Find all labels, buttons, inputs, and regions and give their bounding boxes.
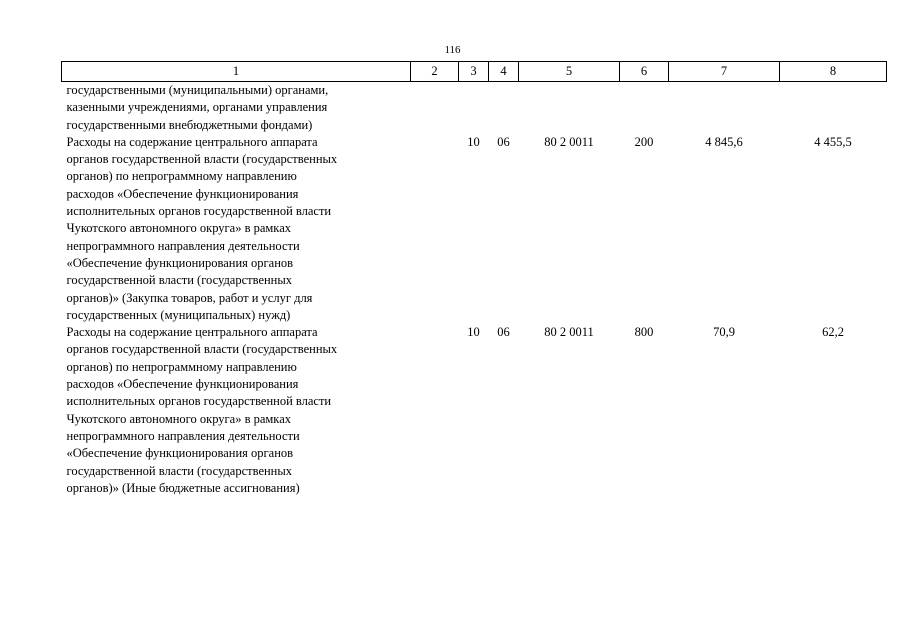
description-line: Чукотского автономного округа» в рамках (66, 411, 291, 426)
cell-expense-type: 200 (634, 134, 654, 149)
row-description (62, 134, 411, 324)
cell-target-article: 80 2 0011 (544, 325, 594, 340)
description-line: Расходы на содержание центрального аппарата (66, 325, 318, 340)
continuation-description (62, 82, 411, 134)
description-line: органов)» (Иные бюджетные ассигнования) (66, 480, 300, 495)
cell-amount-col8: 4 455,5 (814, 134, 852, 149)
cell-col2 (411, 324, 459, 497)
description-line: непрограммного направления деятельности (66, 238, 300, 253)
column-header-7: 7 (669, 62, 780, 82)
cell-expense-type: 800 (634, 325, 654, 340)
table-row (62, 134, 887, 324)
column-header-4: 4 (489, 62, 519, 82)
description-line: государственной власти (государственных (66, 463, 293, 478)
column-header-5: 5 (519, 62, 620, 82)
column-header-8: 8 (780, 62, 887, 82)
description-line: Расходы на содержание центрального аппарата (66, 134, 318, 149)
cell-amount-col7: 70,9 (713, 325, 735, 340)
column-header-1: 1 (62, 62, 411, 82)
description-line: непрограммного направления деятельности (66, 428, 300, 443)
description-line: исполнительных органов государственной власти (66, 204, 332, 219)
description-line: Чукотского автономного округа» в рамках (66, 221, 291, 236)
description-line: органов) по непрограммному направлению (66, 169, 297, 184)
description-line: органов) по непрограммному направлению (66, 359, 297, 374)
cell-section: 10 (467, 325, 480, 340)
cell-amount-col7: 4 845,6 (705, 134, 743, 149)
description-line: государственными внебюджетными фондами) (66, 117, 313, 132)
description-line: государственных (муниципальных) нужд) (66, 307, 291, 322)
column-header-3: 3 (459, 62, 489, 82)
description-line: расходов «Обеспечение функционирования (66, 186, 299, 201)
table-header-row (62, 62, 887, 82)
cell-amount-col8: 62,2 (822, 325, 844, 340)
description-line: «Обеспечение функционирования органов (66, 446, 294, 461)
description-line: органов государственной власти (государственных (66, 152, 338, 167)
column-header-2: 2 (411, 62, 459, 82)
cell-target-article: 80 2 0011 (544, 134, 594, 149)
description-line: государственной власти (государственных (66, 273, 293, 288)
cell-subsection: 06 (497, 325, 510, 340)
cell-subsection: 06 (497, 134, 510, 149)
description-line: «Обеспечение функционирования органов (66, 255, 294, 270)
description-line: расходов «Обеспечение функционирования (66, 377, 299, 392)
column-header-6: 6 (620, 62, 669, 82)
table-row (62, 324, 887, 497)
description-line: исполнительных органов государственной власти (66, 394, 332, 409)
continuation-row (62, 82, 887, 134)
description-line: казенными учреждениями, органами управления (66, 100, 328, 115)
cell-section: 10 (467, 134, 480, 149)
row-description (62, 324, 411, 497)
page-number: 116 (444, 44, 461, 56)
description-line: государственными (муниципальными) органами, (66, 83, 329, 97)
description-line: органов)» (Закупка товаров, работ и услуг для (66, 290, 313, 305)
cell-col2 (411, 134, 459, 324)
description-line: органов государственной власти (государственных (66, 342, 338, 357)
budget-table (61, 61, 887, 497)
